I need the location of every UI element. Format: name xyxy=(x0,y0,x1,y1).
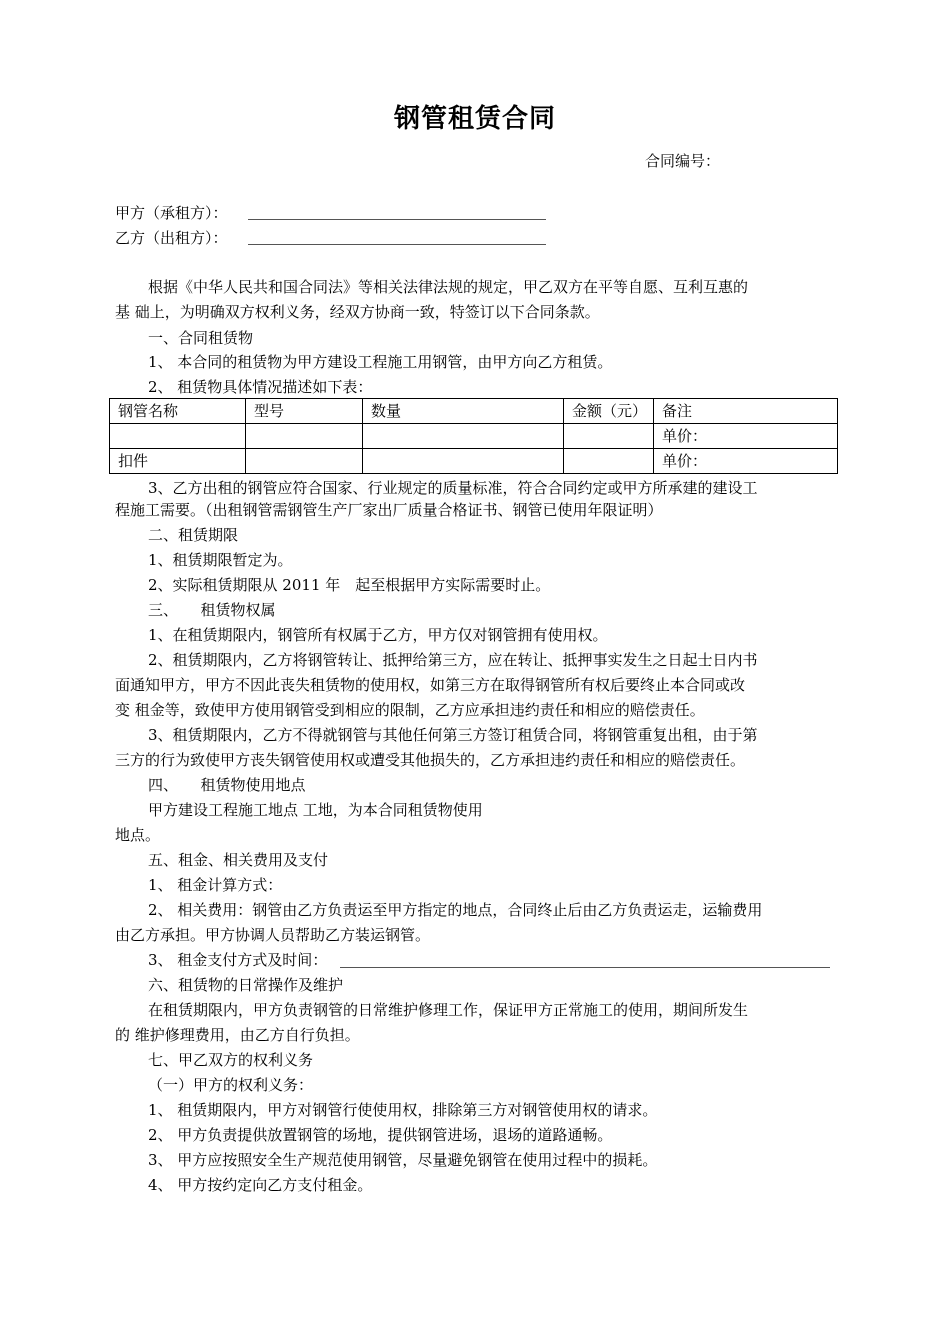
party-b-label: 乙方（出租方）： xyxy=(115,229,228,247)
section-7-item-3: 3、 甲方应按照安全生产规范使用钢管，尽量避免钢管在使用过程中的损耗。 xyxy=(148,1151,658,1169)
section-4-title: 四、 租赁物使用地点 xyxy=(148,776,306,794)
party-a-blank-line xyxy=(248,219,546,220)
section-6-title: 六、租赁物的日常操作及维护 xyxy=(148,976,344,994)
section-5-item-3: 3、 租金支付方式及时间： xyxy=(148,951,328,969)
table-header-row xyxy=(110,399,838,424)
section-2-item-1: 1、租赁期限暂定为。 xyxy=(148,551,293,569)
table-cell xyxy=(246,424,363,449)
section-3-item-2-line-1: 2、租赁期限内，乙方将钢管转让、抵押给第三方，应在转让、抵押事实发生之日起士日内书 xyxy=(148,651,758,669)
table-header-cell: 数量 xyxy=(363,399,564,424)
goods-table xyxy=(109,398,838,474)
table-cell: 扣件 xyxy=(110,449,246,474)
table-row xyxy=(110,449,838,474)
section-5-item-1: 1、 租金计算方式： xyxy=(148,876,283,894)
table-cell xyxy=(110,424,246,449)
intro-line-1: 根据《中华人民共和国合同法》等相关法律法规的规定，甲乙双方在平等自愿、互利互惠的 xyxy=(148,278,749,296)
section-3-item-2-line-3: 变 租金等，致使甲方使用钢管受到相应的限制，乙方应承担违约责任和相应的赔偿责任。 xyxy=(115,701,705,719)
section-4-para-line-1: 甲方建设工程施工地点 工地，为本合同租赁物使用 xyxy=(148,801,483,819)
page-title: 钢管租赁合同 xyxy=(393,104,556,134)
table-row xyxy=(110,424,838,449)
section-1-item-3-line-1: 3、乙方出租的钢管应符合国家、行业规定的质量标准，符合合同约定或甲方所承建的建设工 xyxy=(148,479,758,497)
payment-method-blank-line xyxy=(340,967,830,968)
section-6-para-line-1: 在租赁期限内，甲方负责钢管的日常维护修理工作，保证甲方正常施工的使用，期间所发生 xyxy=(148,1001,749,1019)
table-cell: 单价： xyxy=(654,424,838,449)
table-header-cell: 金额（元） xyxy=(564,399,654,424)
table-cell xyxy=(564,424,654,449)
contract-number-label: 合同编号： xyxy=(645,152,721,170)
party-b-blank-line xyxy=(248,244,546,245)
section-5-title: 五、租金、相关费用及支付 xyxy=(148,851,329,869)
section-7-item-4: 4、 甲方按约定向乙方支付租金。 xyxy=(148,1176,373,1194)
table-cell: 单价： xyxy=(654,449,838,474)
section-2-item-2: 2、实际租赁期限从 2011 年 起至根据甲方实际需要时止。 xyxy=(148,576,551,594)
table-header-cell: 备注 xyxy=(654,399,838,424)
section-7-item-1: 1、 租赁期限内，甲方对钢管行使使用权，排除第三方对钢管使用权的请求。 xyxy=(148,1101,658,1119)
party-a-label: 甲方（承租方）： xyxy=(115,204,228,222)
section-5-item-2-line-2: 由乙方承担。甲方协调人员帮助乙方装运钢管。 xyxy=(115,926,431,944)
section-1-item-2: 2、 租赁物具体情况描述如下表： xyxy=(148,378,373,396)
table-cell xyxy=(564,449,654,474)
section-1-item-1: 1、 本合同的租赁物为甲方建设工程施工用钢管，由甲方向乙方租赁。 xyxy=(148,353,613,371)
section-1-item-3-line-2: 程施工需要。（出租钢管需钢管生产厂家出厂质量合格证书、钢管已使用年限证明） xyxy=(115,501,663,519)
section-7-item-2: 2、 甲方负责提供放置钢管的场地，提供钢管进场，退场的道路通畅。 xyxy=(148,1126,613,1144)
section-7-title: 七、甲乙双方的权利义务 xyxy=(148,1051,314,1069)
section-2-title: 二、租赁期限 xyxy=(148,526,239,544)
section-3-item-3-line-2: 三方的行为致使甲方丧失钢管使用权或遭受其他损失的，乙方承担违约责任和相应的赔偿责任。 xyxy=(115,751,746,769)
section-5-item-2-line-1: 2、 相关费用：钢管由乙方负责运至甲方指定的地点，合同终止后由乙方负责运走，运输费用 xyxy=(148,901,763,919)
table-cell xyxy=(363,424,564,449)
section-4-para-line-2: 地点。 xyxy=(115,826,161,844)
section-1-title: 一、合同租赁物 xyxy=(148,329,254,347)
section-3-item-1: 1、在租赁期限内，钢管所有权属于乙方，甲方仅对钢管拥有使用权。 xyxy=(148,626,608,644)
section-7-subtitle: （一）甲方的权利义务： xyxy=(148,1076,314,1094)
table-cell xyxy=(246,449,363,474)
section-3-item-2-line-2: 面通知甲方，甲方不因此丧失租赁物的使用权，如第三方在取得钢管所有权后要终止本合同或改 xyxy=(115,676,746,694)
table-cell xyxy=(363,449,564,474)
table-header-cell: 钢管名称 xyxy=(110,399,246,424)
section-3-title: 三、 租赁物权属 xyxy=(148,601,276,619)
intro-line-2: 基 础上，为明确双方权利义务，经双方协商一致，特签订以下合同条款。 xyxy=(115,303,600,321)
table-header-cell: 型号 xyxy=(246,399,363,424)
section-3-item-3-line-1: 3、租赁期限内，乙方不得就钢管与其他任何第三方签订租赁合同，将钢管重复出租，由于第 xyxy=(148,726,758,744)
section-6-para-line-2: 的 维护修理费用，由乙方自行负担。 xyxy=(115,1026,360,1044)
